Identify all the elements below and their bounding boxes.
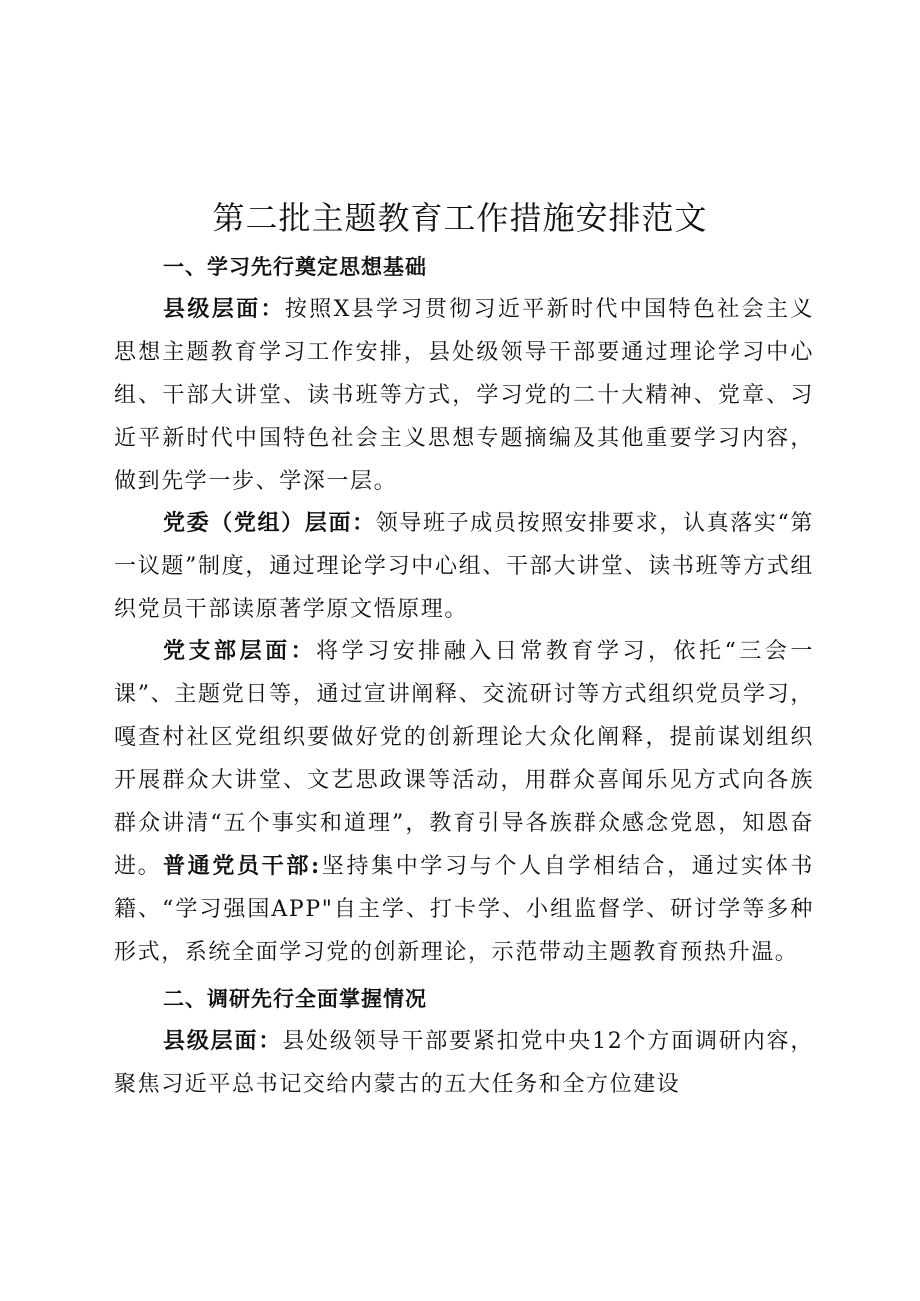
paragraph-county-level [114, 288, 814, 503]
paragraph-party-member-level [114, 845, 814, 974]
document-title: 第二批主题教育工作措施安排范文 [212, 199, 708, 237]
paragraph-lead: 党支部层面： [163, 638, 317, 664]
paragraph-party-committee-level [114, 502, 814, 631]
section-heading-1: 一、学习先行奠定思想基础 [163, 254, 427, 279]
paragraph-text: 将学习安排融入日常教育学习，依托“三会一课”、主题党日等，通过宣讲阐释、交流研讨等方式组织党员学习，嘎查村社区党组织要做好党的创新理论大众化阐释，提前谋划组织开展群众大讲堂、文艺思政课等活动，用群众喜闻乐见方式向各族群众讲清“五个事实和道理”，教育引导各族群众感念党恩，知恩奋进。 [114, 639, 814, 879]
paragraph-text: 县处级领导干部要紧扣党中央12个方面调研内容，聚焦习近平总书记交给内蒙古的五大任务和全方位建设 [114, 1029, 814, 1097]
paragraph-lead: 党委（党组）层面： [163, 510, 376, 536]
paragraph-text: 按照X县学习贯彻习近平新时代中国特色社会主义思想主题教育学习工作安排，县处级领导干部要通过理论学习中心组、干部大讲堂、读书班等方式，学习党的二十大精神、党章、习近平新时代中国特色社会主义思想专题摘编及其他重要学习内容，做到先学一步、学深一层。 [114, 297, 814, 494]
paragraph-lead: 县级层面： [163, 1028, 283, 1054]
paragraph-lead: 普通党员干部: [163, 853, 321, 879]
paragraph-text: 领导班子成员按照安排要求，认真落实“第一议题”制度，通过理论学习中心组、干部大讲堂、读书班等方式组织党员干部读原著学原文悟原理。 [114, 511, 814, 622]
paragraph-text: 坚持集中学习与个人自学相结合，通过实体书籍、“学习强国APP"自主学、打卡学、小组监督学、研讨学等多种形式，系统全面学习党的创新理论，示范带动主题教育预热升温。 [114, 854, 814, 965]
paragraph-lead: 县级层面： [163, 296, 285, 322]
paragraph-county-level-research [114, 1020, 814, 1106]
section-heading-2: 二、调研先行全面掌握情况 [163, 986, 427, 1011]
